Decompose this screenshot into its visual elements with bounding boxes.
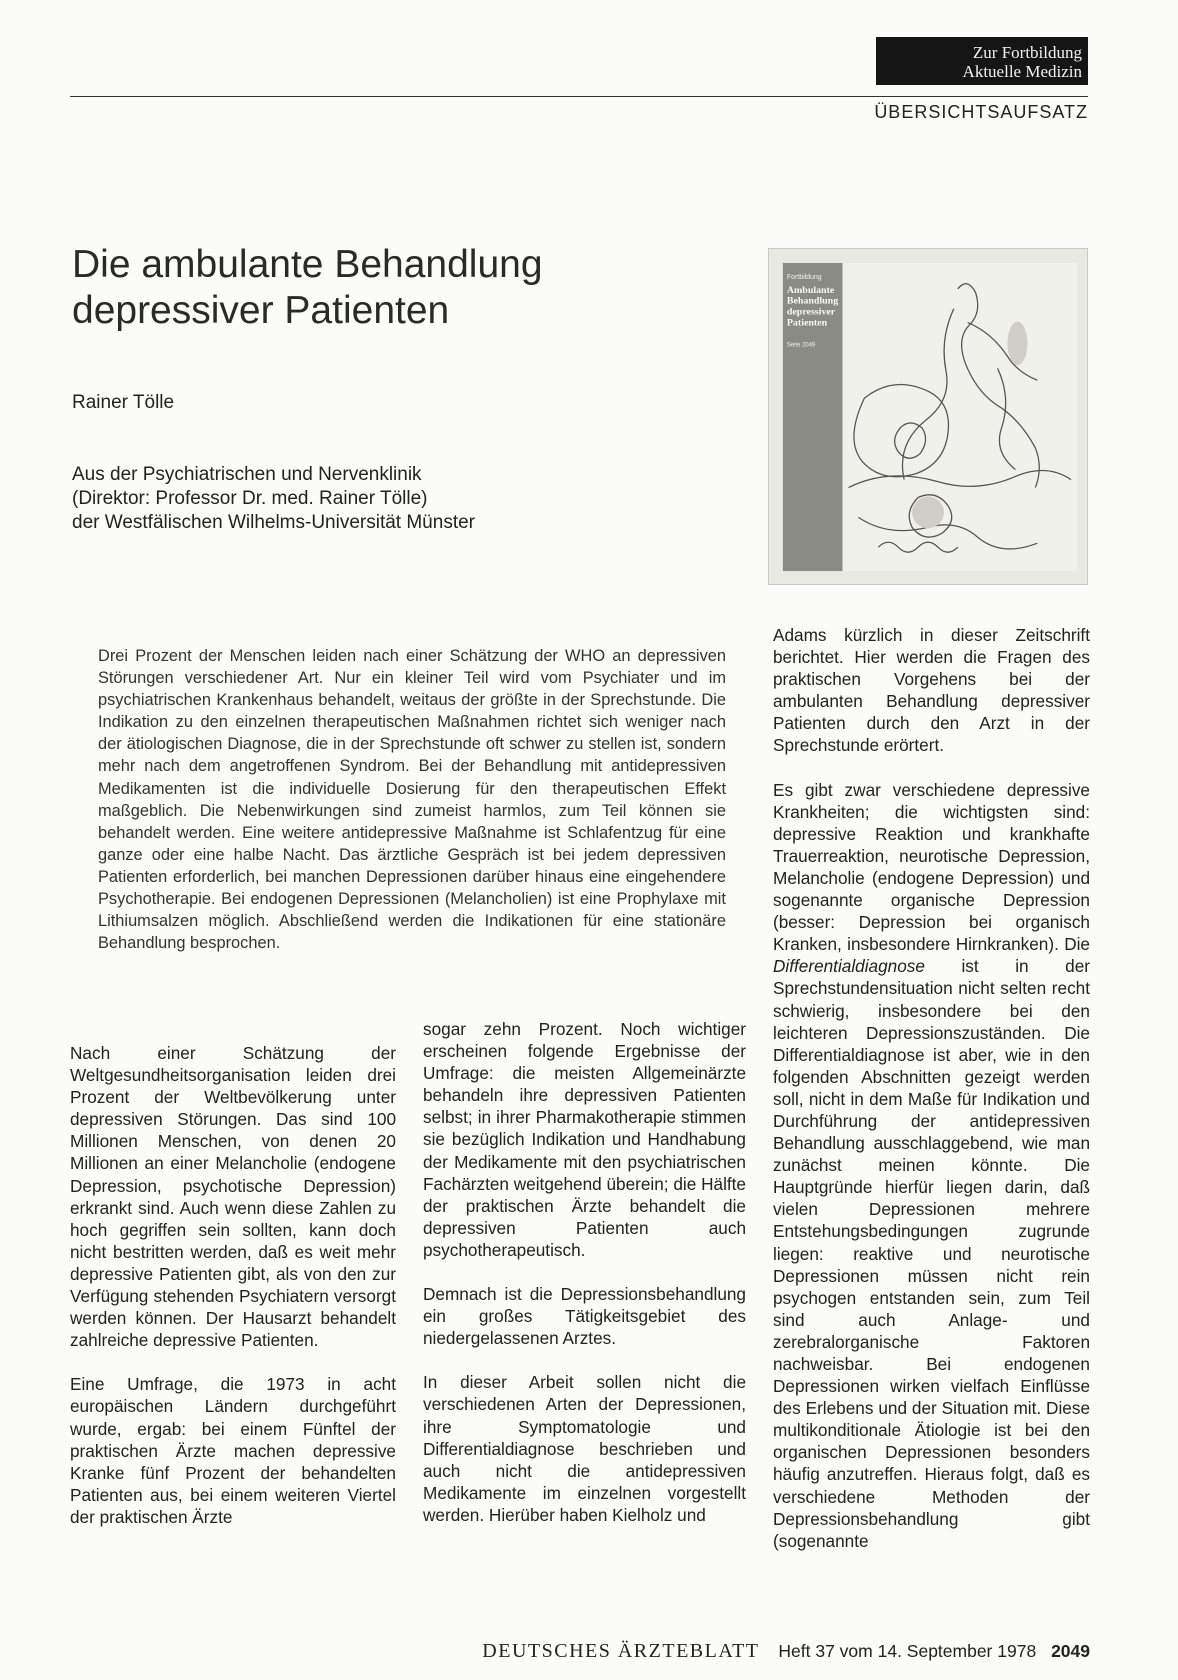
body-paragraph: Eine Umfrage, die 1973 in acht europäischen Ländern durchgeführt wurde, ergab: bei einem Fünftel der praktischen Ärzte machen depressive Kranke fünf Prozent der behandelten Patienten aus, bei einem weiteren Viertel der praktischen Ärzte xyxy=(70,1374,396,1527)
body-paragraph: sogar zehn Prozent. Noch wichtiger erscheinen folgende Ergebnisse der Umfrage: die meisten Allgemeinärzte behandeln ihre depressiven Patienten selbst; in ihrer Pharmakotherapie stimmen sie bezüglich Indikation und Handhabung der Medikamente mit den psychiatrischen Fachärzten weitgehend überein; die Hälfte der praktischen Ärzte behandelt die depressiven Patienten auch psychotherapeutisch. xyxy=(423,1019,746,1260)
author: Rainer Tölle xyxy=(72,392,175,413)
journal-name: DEUTSCHES ÄRZTEBLATT xyxy=(482,1640,760,1662)
cover-line: depressiver xyxy=(786,306,836,318)
cover-page: Seite 2049 xyxy=(786,342,816,349)
issue-info: Heft 37 vom 14. September 1978 xyxy=(778,1641,1037,1661)
badge-line-2: Aktuelle Medizin xyxy=(962,62,1082,81)
cover-illustration xyxy=(768,248,1088,585)
page-number: 2049 xyxy=(1051,1641,1090,1661)
cover-line: Behandlung xyxy=(786,295,839,307)
body-paragraph: Nach einer Schätzung der Weltgesundheitsorganisation leiden drei Prozent der Weltbevölkerung unter depressiven Störungen. Das sind 100 Millionen Menschen, von denen 20 Millionen an einer Melancholie (endogene Depression, psychotische Depression) erkrankt sind. Auch wenn diese Zahlen zu hoch gegriffen sein sollten, kann doch nicht bestritten werden, daß es weit mehr depressive Patienten gibt, als von den zur Verfügung stehenden Psychiatern versorgt werden können. Der Hausarzt behandelt zahlreiche depressive Patienten. xyxy=(70,1043,396,1351)
body-text: Es gibt zwar verschiedene depressive Krankheiten; die wichtigsten sind: depressive Reaktion und krankhafte Trauerreaktion, neurotische Depression, Melancholie (endogene Depression) und sogenannte organische Depression (besser: Depression bei organisch Kranken, insbesondere Hirnkranken). Die xyxy=(773,779,1090,955)
cover-line: Fortbildung xyxy=(786,273,822,281)
title-line-2: depressiver Patienten xyxy=(72,289,450,332)
body-paragraph: Adams kürzlich in dieser Zeitschrift berichtet. Hier werden die Fragen des praktischen Vorgehens bei der ambulanten Behandlung depressiver Patienten durch den Arzt in der Sprechstunde erörtert. xyxy=(773,625,1090,756)
affiliation-line: Aus der Psychiatrischen und Nervenklinik xyxy=(72,464,422,485)
body-column-middle xyxy=(423,1018,746,1548)
affiliation-line: der Westfälischen Wilhelms-Universität Münster xyxy=(72,512,475,533)
body-column-left xyxy=(70,1042,396,1550)
cover-line: Patienten xyxy=(786,317,828,329)
section-label: ÜBERSICHTSAUFSATZ xyxy=(874,102,1088,122)
badge-line-1: Zur Fortbildung xyxy=(972,43,1082,62)
body-column-right xyxy=(773,624,1090,1574)
affiliation-line: (Direktor: Professor Dr. med. Rainer Tölle) xyxy=(72,488,428,509)
body-paragraph: Demnach ist die Depressionsbehandlung ein großes Tätigkeitsgebiet des niedergelassenen Arztes. xyxy=(423,1284,746,1349)
abstract: Drei Prozent der Menschen leiden nach einer Schätzung der WHO an depressiven Störungen verschiedener Art. Nur ein kleiner Teil wird vom Psychiater und im psychiatrischen Krankenhaus behandelt, weitaus der größte in der Sprechstunde. Die Indikation zu den einzelnen therapeutischen Maßnahmen richtet sich weniger nach der ätiologischen Diagnose, die in der Sprechstunde oft schwer zu stellen ist, sondern mehr nach dem angetroffenen Syndrom. Bei der Behandlung mit antidepressiven Medikamenten ist die individuelle Dosierung für den therapeutischen Effekt maßgeblich. Die Nebenwirkungen sind zumeist harmlos, zum Teil können sie behandelt werden. Eine weitere antidepressive Maßnahme ist Schlafentzug für eine ganze oder eine halbe Nacht. Das ärztliche Gespräch ist bei jedem depressiven Patienten erforderlich, bei manchen Depressionen darüber hinaus eine eingehendere Psychotherapie. Bei endogenen Depressionen (Melancholien) ist eine Prophylaxe mit Lithiumsalzen möglich. Abschließend werden die Indikationen für eine stationäre Behandlung besprochen. xyxy=(98,647,726,953)
article-title xyxy=(72,242,543,334)
body-paragraph: In dieser Arbeit sollen nicht die verschiedenen Arten der Depressionen, ihre Symptomatologie und Differentialdiagnose beschrieben und auch nicht die antidepressiven Medikamente im einzelnen vorgestellt werden. Hierüber haben Kielholz und xyxy=(423,1372,746,1525)
page-footer xyxy=(70,1640,1090,1663)
emphasis-term: Differentialdiagnose xyxy=(773,956,925,977)
body-text: ist in der Sprechstundensituation nicht selten recht schwierig, insbesondere bei den leichteren Depressionszuständen. Die Differentialdiagnose ist aber, wie in den folgenden Abschnitten gezeigt werden soll, nicht in dem Maße für Indikation und Durchführung der antidepressiven Behandlung ausschlaggebend, wie man zunächst meinen könnte. Die Hauptgründe hierfür liegen darin, daß vielen Depressionen mehrere Entstehungsbedingungen zugrunde liegen: reaktive und neurotische Depressionen müssen nicht rein psychogen entstanden sein, zum Teil sind auch Anlage- und zerebralorganische Faktoren nachweisbar. Bei endogenen Depressionen wirken vielfach Einflüsse des Erlebens und der Situation mit. Diese multikonditionale Ätiologie ist bei den organischen Depressionen besonders häufig anzutreffen. Hieraus folgt, daß es verschiedene Methoden der Depressionsbehandlung gibt (sogenannte xyxy=(773,956,1090,1551)
affiliation xyxy=(72,463,475,535)
title-line-1: Die ambulante Behandlung xyxy=(72,243,543,286)
body-paragraph xyxy=(773,779,1090,1552)
section-badge xyxy=(876,37,1088,85)
cover-artwork xyxy=(769,249,1087,584)
header-rule xyxy=(70,96,1088,97)
cover-line: Ambulante xyxy=(786,284,835,296)
